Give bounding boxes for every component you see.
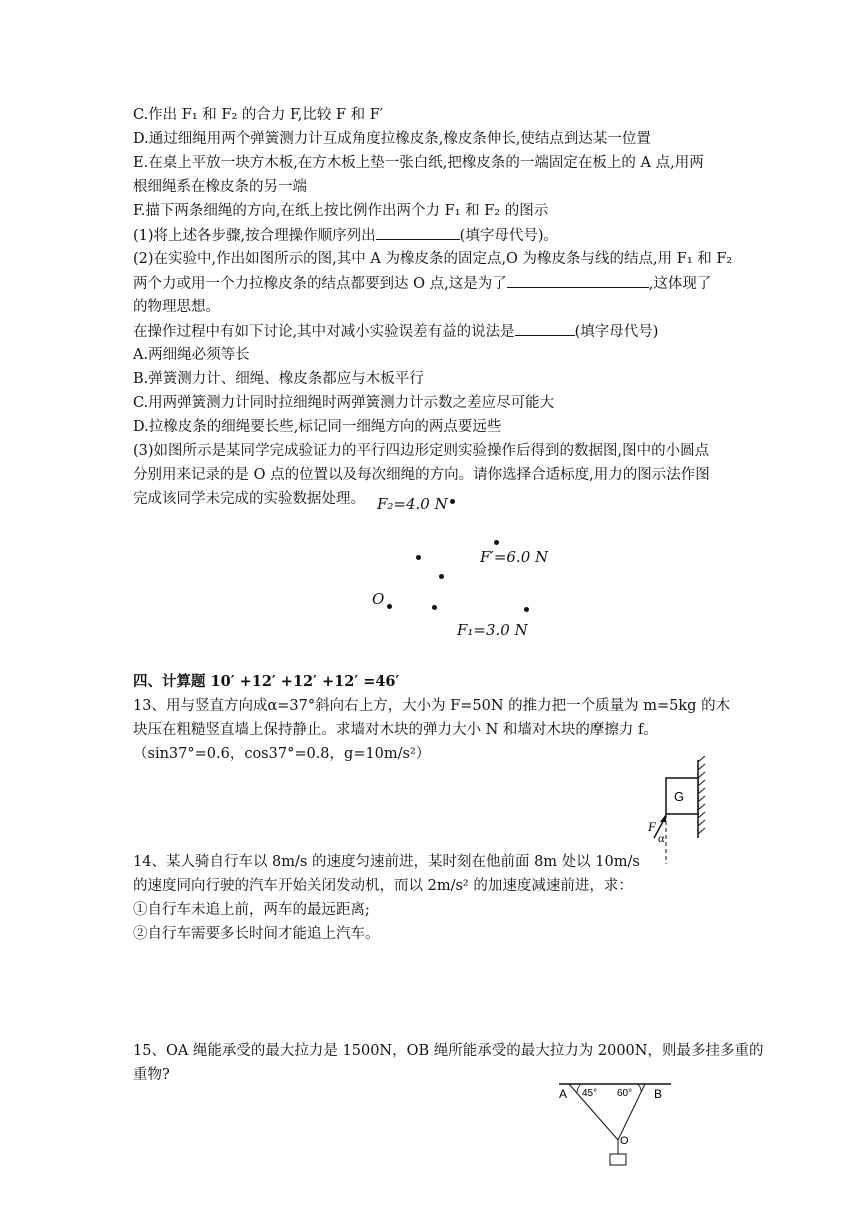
dot-o [387,604,392,609]
question-3-line1: (3)如图所示是某同学完成验证力的平行四边形定则实验操作后得到的数据图,图中的小圆点 [133,443,710,459]
question-1 [133,225,558,246]
answer-blank-3[interactable] [515,321,575,336]
section-heading: 四、计算题 10′ +12′ +12′ +12′ =46′ [133,673,400,690]
question-2-text: 两个力或用一个力拉橡皮条的结点都要到达 O 点,这是为了 [133,276,507,292]
problem-13-line2: 块压在粗糙竖直墙上保持静止。求墙对木块的弹力大小 N 和墙对木块的摩擦力 f。 [133,722,658,738]
step-e-line2: 根细绳系在橡皮条的另一端 [133,179,307,195]
step-f: F.描下两条细绳的方向,在纸上按比例作出两个力 F₁ 和 F₂ 的图示 [133,203,549,219]
problem-15-line1: 15、OA 绳能承受的最大拉力是 1500N，OB 绳所能承受的最大拉力为 2000N，则最多挂多重的 [133,1043,764,1059]
dot-point-3 [432,605,437,610]
question-3-line2: 分别用来记录的是 O 点的位置以及每次细绳的方向。请你选择合适标度,用力的图示法作图 [133,467,710,483]
problem-15-line2: 重物? [133,1067,170,1083]
force-label: F [648,819,656,834]
angle-60-label: 60° [617,1088,633,1099]
point-b-label: B [654,1087,663,1101]
question-2-discussion: 在操作过程中有如下讨论,其中对减小实验误差有益的说法是 [133,324,515,340]
block-label: G [674,789,685,804]
rope-diagram [555,1080,675,1172]
question-1-suffix: (填字母代号)。 [459,228,558,244]
dot-f2 [450,499,455,504]
problem-14-line1: 14、某人骑自行车以 8m/s 的速度匀速前进，某时刻在他前面 8m 处以 10m/s [133,854,640,870]
label-f2: F₂=4.0 N [377,495,448,513]
question-2-line2 [133,273,711,294]
question-2-suffix: ,这体现了 [648,276,712,292]
question-2-line3: 的物理思想。 [133,299,220,315]
step-c: C.作出 F₁ 和 F₂ 的合力 F,比较 F 和 F′ [133,107,384,123]
step-e-line1: E.在桌上平放一块方木板,在方木板上垫一张白纸,把橡皮条的一端固定在板上的 A 点,用两 [133,155,704,171]
dot-fprime [494,540,499,545]
answer-blank-1[interactable] [376,225,460,240]
angle-45-label: 45° [582,1088,598,1099]
question-3-line3: 完成该同学未完成的实验数据处理。 [133,491,365,507]
angle-label: α [658,831,665,845]
question-2-discussion-suffix: (填字母代号) [574,324,659,340]
dot-point-2 [439,574,444,579]
option-d: D.拉橡皮条的细绳要长些,标记同一细绳方向的两点要远些 [133,419,502,435]
answer-blank-2[interactable] [507,273,649,288]
option-b: B.弹簧测力计、细绳、橡皮条都应与木板平行 [133,371,424,387]
question-2-line1: (2)在实验中,作出如图所示的图,其中 A 为橡皮条的固定点,O 为橡皮条与线的结点,用 F₁ 和 F₂ [133,251,733,267]
label-fprime: F′=6.0 N [480,548,549,566]
option-a: A.两细绳必须等长 [133,347,250,363]
option-c: C.用两弹簧测力计同时拉细绳时两弹簧测力计示数之差应尽可能大 [133,395,555,411]
problem-14-line2: 的速度同向行驶的汽车开始关闭发动机，而以 2m/s² 的加速度减速前进，求： [133,878,633,894]
problem-14-line4: ②自行车需要多长时间才能追上汽车。 [133,926,380,942]
question-2-line4 [133,321,658,342]
label-f1: F₁=3.0 N [457,621,528,639]
block-wall-diagram [638,756,718,866]
question-1-text: (1)将上述各步骤,按合理操作顺序列出 [133,228,376,244]
label-o: O [372,590,385,608]
problem-14-line3: ①自行车未追上前，两车的最远距离; [133,902,370,918]
force-dot-diagram [360,490,580,650]
dot-point-1 [416,555,421,560]
problem-13-line1: 13、用与竖直方向成α=37°斜向右上方，大小为 F=50N 的推力把一个质量为 m=5kg 的木 [133,698,731,714]
problem-13-line3: （sin37°=0.6，cos37°=0.8，g=10m/s²） [133,746,431,762]
point-o-label: O [620,1135,629,1147]
step-d: D.通过细绳用两个弹簧测力计互成角度拉橡皮条,橡皮条伸长,使结点到达某一位置 [133,131,651,147]
dot-f1 [524,607,529,612]
point-a-label: A [559,1087,568,1101]
